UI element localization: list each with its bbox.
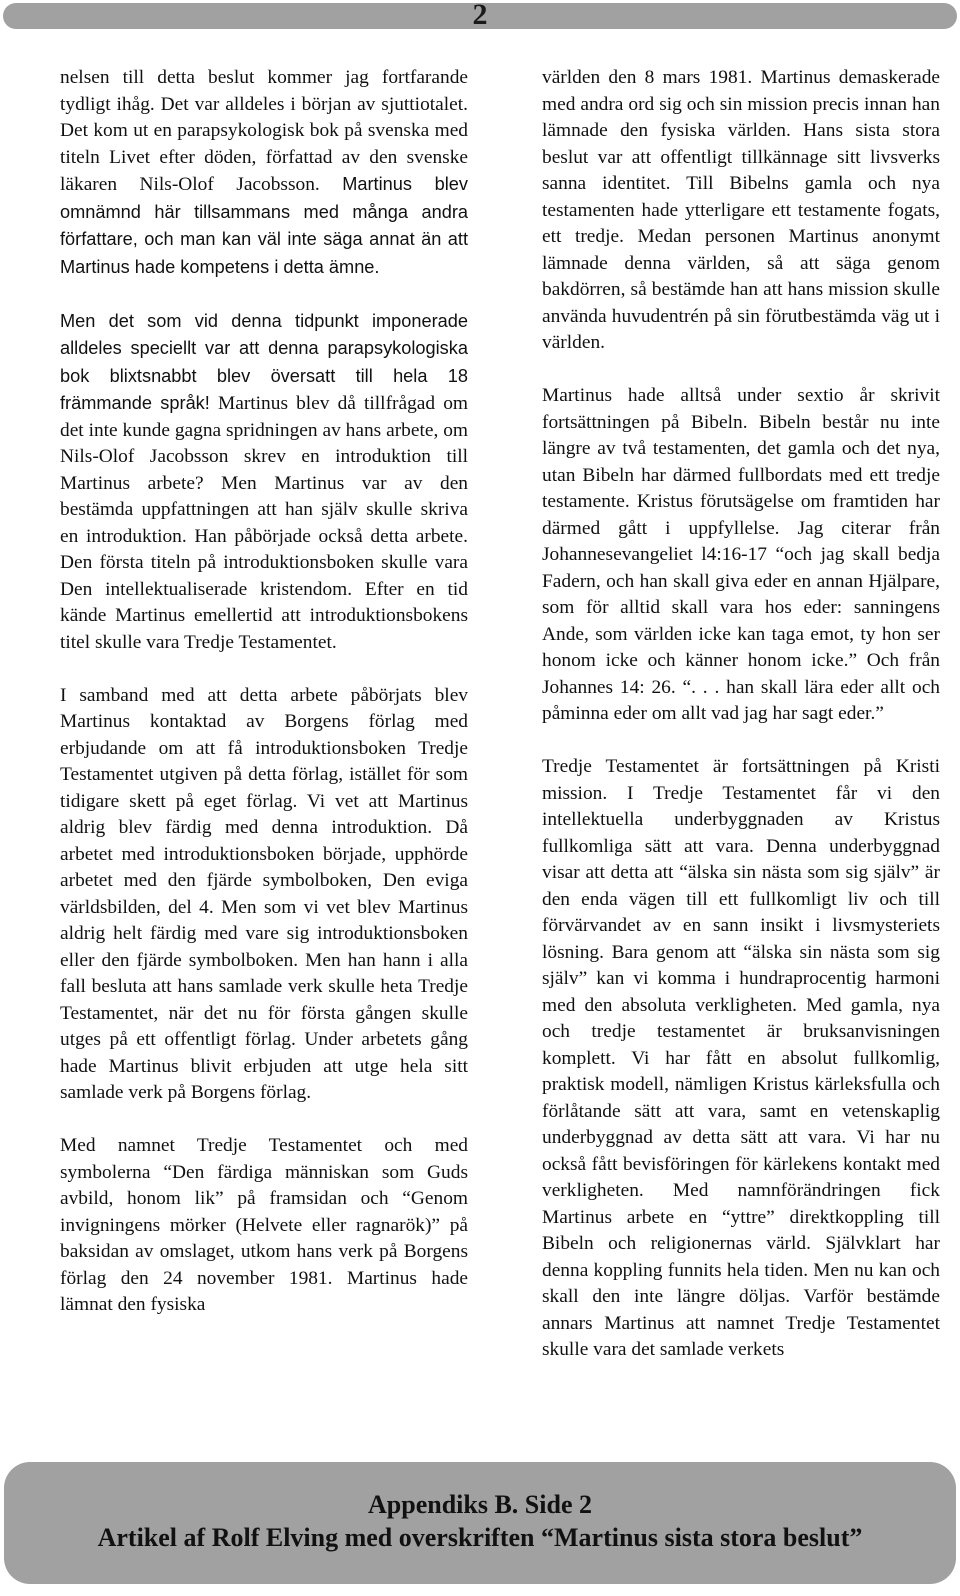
left-paragraph-1-sans: Martinus blev omnämnd här tillsammans med många andra författare, och man kan väl inte säga annat än att Martinus hade kompetens i detta ämne.	[60, 174, 468, 277]
left-paragraph-4: Med namnet Tredje Testamentet och med symbolerna “Den färdiga människan som Guds avbild, honom lik” på framsidan och “Genom invigningens mörker (Helvete eller ragnarök)” på baksidan av omslaget, utkom hans verk på Borgens förlag den 24 november 1981. Martinus hade lämnat den fysiska	[60, 1135, 468, 1315]
left-paragraph-2	[60, 308, 468, 657]
right-paragraph-1: världen den 8 mars 1981. Martinus demaskerade med andra ord sig och sin mission precis innan han lämnade den fysiska världen. Hans sista stora beslut var att offentligt tillkännage sitt livsverks sanna identitet. Till Bibelns gamla och nya testamenten hade ytterligare ett testamente fogats, ett tredje. Medan personen Martinus anonymt lämnade denna världen, så att säga genom bakdörren, så bestämde han att hans mission skulle använda huvudentrén på sin förutbestämda väg ut i världen.	[542, 67, 940, 353]
left-paragraph-2-sans: Men det som vid denna tidpunkt imponerade alldeles speciellt var att denna parapsykologiska bok blixtsnabbt blev översatt till hela 18 främmande språk!	[60, 310, 468, 413]
right-paragraph-2: Martinus hade alltså under sextio år skrivit fortsättningen på Bibeln. Bibeln består nu inte längre av två testamenten, det gamla och det nya, utan Bibeln har därmed fullbordats med ett tredje testamente. Kristus förutsägelse om framtiden har därmed gått i uppfyllelse. Jag citerar från Johannesevangeliet l4:16-17 “och jag skall bedja Fadern, och han skall giva eder en annan Hjälpare, som för alltid skall vara hos eder: sanningens Ande, som världen icke kan taga emot, ty hon ser honom icke och känner honom icke.” Och från Johannes 14: 26. “. . . han skall lära eder allt och påminna eder om allt vad jag har sagt eder.”	[542, 385, 940, 724]
left-paragraph-1-serif: nelsen till detta beslut kommer jag fortfarande tydligt ihåg. Det var alldeles i början av sjuttiotalet. Det kom ut en parapsykologisk bok på svenska med titeln Livet efter döden, författad av den svenske läkaren Nils-Olof Jacobsson.	[60, 67, 468, 195]
footer-appendix-label: Appendiks B. Side 2	[368, 1490, 592, 1519]
left-paragraph-1	[60, 65, 468, 281]
page-number: 2	[472, 0, 488, 31]
footer-article-title: Artikel af Rolf Elving med overskriften “Martinus sista stora beslut”	[97, 1523, 863, 1552]
header-bar	[3, 0, 957, 31]
footer-bar	[4, 1462, 956, 1584]
footer-caption	[4, 1488, 956, 1555]
left-column	[60, 65, 468, 1345]
left-paragraph-3: I samband med att detta arbete påbörjats blev Martinus kontaktad av Borgens förlag med erbjudande om att få introduktionsboken Tredje Testamentet utgiven på detta förlag, istället för som tidigare skett på eget förlag. Vi vet att Martinus aldrig blev färdig med denna introduktion. Då arbetet med introduktionsboken började, upphörde arbetet med den fjärde symbolboken, Den eviga världsbilden, del 4. Men som vi vet blev Martinus aldrig helt färdig med vare sig introduktionsboken eller den fjärde symbolboken. Men han hann i alla fall besluta att hans samlade verk skulle heta Tredje Testamentet, när det nu för första gången skulle utges på ett offentligt förlag. Under arbetets gång hade Martinus blivit erbjuden att utge hela sitt samlade verk på Borgens förlag.	[60, 684, 468, 1103]
right-paragraph-3: Tredje Testamentet är fortsättningen på Kristi mission. I Tredje Testamentet får vi den intellektuella underbyggnaden av Kristus fullkomliga sätt att vara. Denna underbyggnad visar att detta att “älska sin nästa som sig själv” är den enda vägen till ett fullkomligt liv och till förvärvandet av en sann insikt i livsmysteriets lösning. Bara genom att “älska sin nästa som sig själv” kan vi komma i hundraprocentig harmoni med den absoluta verkligheten. Med gamla, nya och tredje testamentet är bruksanvisningen komplett. Vi har fått en absolut fullkomlig, praktisk modell, nämligen Kristus kärleksfulla och förlåtande sätt att vara, samt en vetenskaplig underbyggnad av detta sätt att vara. Vi har nu också fått bevisföringen för kärlekens kontakt med verkligheten. Med namnförändringen fick Martinus arbete en “yttre” direktkoppling till Bibeln och religionernas värld. Självklart har denna koppling funnits hela tiden. Men nu kan och skall den inte längre döljas. Varför bestämde annars Martinus att namnet Tredje Testamentet skulle vara det samlade verkets	[542, 756, 940, 1360]
left-paragraph-2-serif: Martinus blev då tillfrågad om det inte kunde gagna spridningen av hans arbete, om Nils-Olof Jacobsson skrev en introduktion till Martinus arbete? Men Martinus var av den bestämda uppfattningen att han själv skulle skriva en introduktion. Han påbörjade också detta arbete. Den första titeln på introduktionsboken skulle vara Den intellektualiserade kristendom. Efter en tid kände Martinus emellertid att introduktionsbokens titel skulle vara Tredje Testamentet.	[60, 393, 468, 653]
right-column	[542, 65, 940, 1390]
